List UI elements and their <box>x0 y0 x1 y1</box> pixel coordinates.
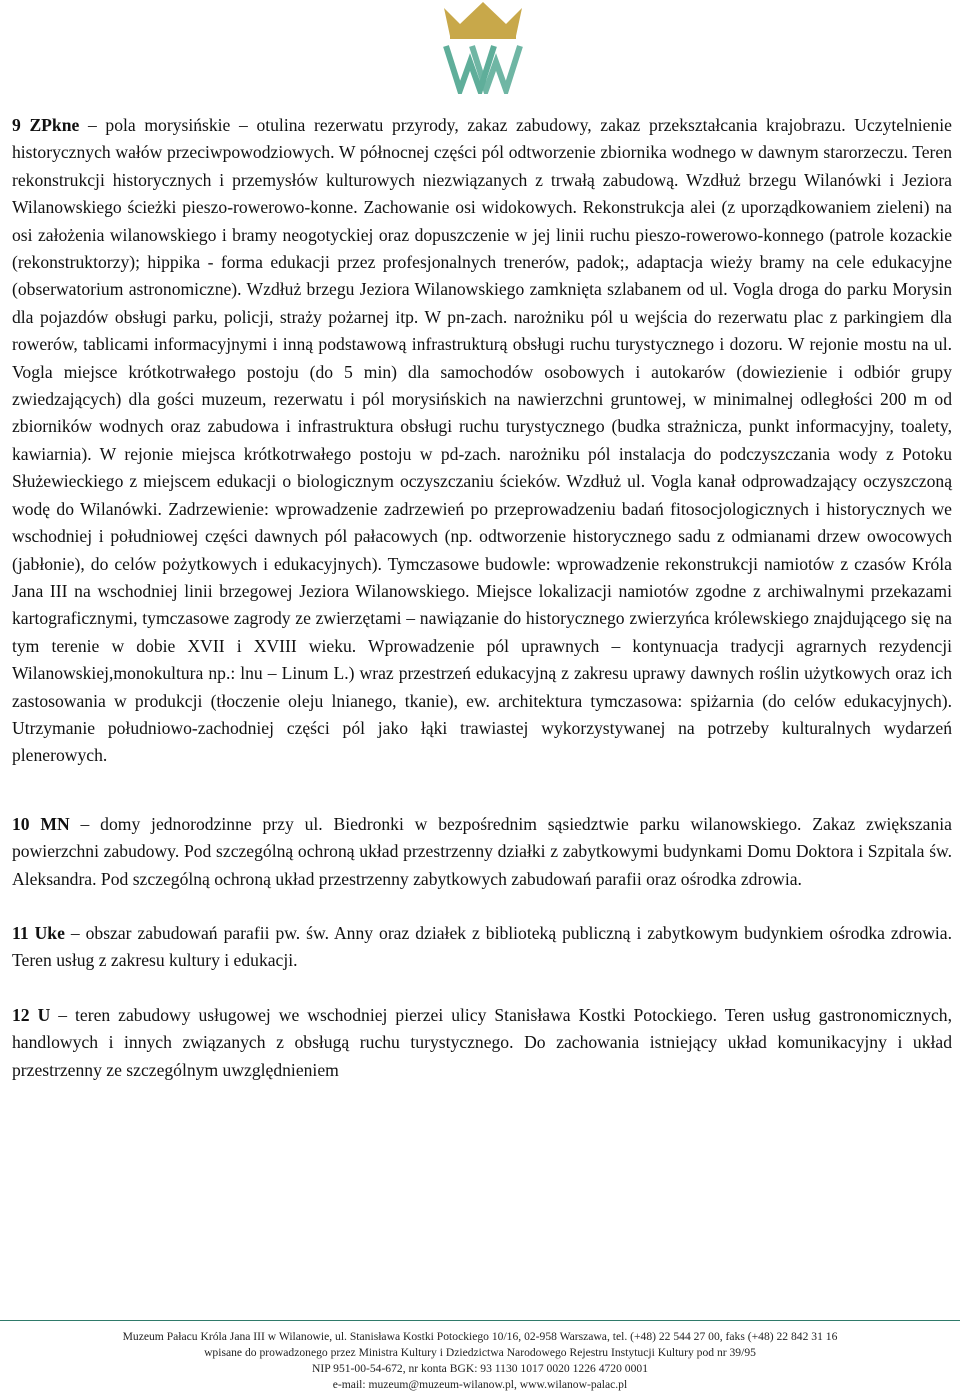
footer-address: Muzeum Pałacu Króla Jana III w Wilanowie, ul. Stanisława Kostki Potockiego 10/16, 02-958 Warszawa, tel. (+48) 22 544 27 00, faks (+48) 22 842 31 16 <box>122 1330 838 1343</box>
zone-description: – teren zabudowy usługowej we wschodniej pierzei ulicy Stanisława Kostki Potockiego. Teren usług gastronomicznych, handlowych i innych związanych z obsługą ruchu turystycznego. Do zachowania istniejący układ komunikacyjny i układ przestrzenny ze szczególnym uwzględnieniem <box>12 1004 952 1080</box>
footer-contact: e-mail: muzeum@muzeum-wilanow.pl, www.wilanow-palac.pl <box>332 1378 628 1391</box>
zone-description: – domy jednorodzinne przy ul. Biedronki w bezpośrednim sąsiedztwie parku wilanowskiego. Zakaz zwiększania powierzchni zabudowy. Pod szczególną ochroną układ przestrzenny działki z zabytkowymi budynkami Domu Doktora i Szpitala św. Aleksandra. Pod szczególną ochroną układ przestrzenny zabytkowych zabudowań parafii oraz ośrodka zdrowia. <box>12 813 952 889</box>
document-body <box>12 112 952 1084</box>
crown-ww-monogram-icon <box>438 2 528 94</box>
logo-crown-band <box>450 34 516 39</box>
zone-description: – obszar zabudowań parafii pw. św. Anny oraz działek z biblioteką publiczną i zabytkowym budynkiem ośrodka zdrowia. Teren usług z zakresu kultury i edukacji. <box>12 922 952 971</box>
footer-registry: wpisane do prowadzonego przez Ministra Kultury i Dziedzictwa Narodowego Rejestru Instytucji Kultury pod nr 39/95 <box>204 1346 756 1359</box>
zone-code: 9 ZPkne <box>12 115 80 135</box>
zone-code: 12 U <box>12 1004 51 1025</box>
zone-code: 10 MN <box>12 813 70 834</box>
section-paragraph <box>12 920 952 975</box>
museum-logo <box>438 2 528 94</box>
page-footer <box>0 1320 960 1400</box>
section-paragraph <box>12 1002 952 1084</box>
footer-nip-account: NIP 951-00-54-672, nr konta BGK: 93 1130 1017 0020 1226 4720 0001 <box>312 1362 648 1375</box>
section-paragraph <box>12 112 952 770</box>
logo-crown <box>444 2 522 36</box>
zone-description: – pola morysińskie – otulina rezerwatu przyrody, zakaz zabudowy, zakaz przekształcania krajobrazu. Uczytelnienie historycznych wałów przeciwpowodziowych. W północnej części pól odtworzenie zbiornika wodnego w dawnym starorzeczu. Teren rekonstrukcji historycznych i przemysłów kulturowych niezwiązanych z trwałą zabudową. Wzdłuż brzegu Wilanówki i Jeziora Wilanowskiego ścieżki pieszo-rowerowo-konne. Zachowanie osi widokowych. Rekonstrukcja alei (z uporządkowaniem zieleni) na osi założenia wilanowskiego i bramy neogotyckiej oraz dopuszczenie w jej linii ruchu pieszo-rowerowo-konnego (patrole kozackie (rekonstruktorzy); hippika - forma edukacji przez profesjonalnych trenerów, padok;, adaptacja wieży bramy na cele edukacyjne (obserwatorium astronomiczne). Wzdłuż brzegu Jeziora Wilanowskiego zamknięta szlabanem od ul. Vogla droga do parku Morysin dla pojazdów obsługi parku, policji, straży pożarnej itp. W pn-zach. narożniku pól u wejścia do rezerwatu plac z parkingiem dla rowerów, tablicami informacyjnymi i inną podstawową infrastrukturą obsługi ruchu turystycznego i dozoru. W rejonie mostu na ul. Vogla miejsce krótkotrwałego postoju (do 5 min) dla samochodów osobowych i autokarów (dowiezienie i odbiór grupy zwiedzających) dla gości muzeum, rezerwatu i pól morysińskich na nawierzchni gruntowej, w minimalnej odległości 200 m od zbiorników wodnych oraz zabudowa i infrastruktura obsługi ruchu turystycznego (budka strażnicza, punkt informacyjny, toalety, kawiarnia). W rejonie miejsca krótkotrwałego postoju w pd-zach. narożniku pól instalacja do podczyszczania wody z Potoku Służewieckiego z miejscem edukacji o biologicznym oczyszczaniu ścieków. Wzdłuż ul. Vogla kanał odprowadzający oczyszczoną wodę do Wilanówki. Zadrzewienie: wprowadzenie zadrzewień po przeprowadzeniu badań fitosocjologicznych i historycznych we wschodniej i południowej części dawnych pól pałacowych (np. odtworzenie historycznego sadu z odmianami drzew owocowych (jabłonie), do celów pożytkowych i edukacyjnych). Tymczasowe budowle: wprowadzenie rekonstrukcji namiotów z czasów Króla Jana III na wschodniej linii brzegowej Jeziora Wilanowskiego. Miejsce lokalizacji namiotów zgodne z archiwalnymi przekazami kartograficznymi, tymczasowe zagrody ze zwierzętami – nawiązanie do historycznego zwierzyńca królewskiego znajdującego się na tym terenie w dobie XVII i XVIII wieku. Wprowadzenie pól uprawnych – kontynuacja tradycji agrarnych rezydencji Wilanowskiej,monokultura np.: lnu – Linum L.) wraz przestrzeń edukacyjną z zakresu uprawy dawnych roślin użytkowych oraz ich zastosowania w produkcji (tłoczenie oleju lnianego, tkanie), ew. architektura tymczasowa: spiżarnia (do celów edukacyjnych). Utrzymanie południowo-zachodniej części pól jako łąki trawiastej wykorzystywanej na potrzeby kulturalnych wydarzeń plenerowych. <box>12 115 952 766</box>
zone-code: 11 Uke <box>12 922 65 943</box>
section-paragraph <box>12 811 952 893</box>
